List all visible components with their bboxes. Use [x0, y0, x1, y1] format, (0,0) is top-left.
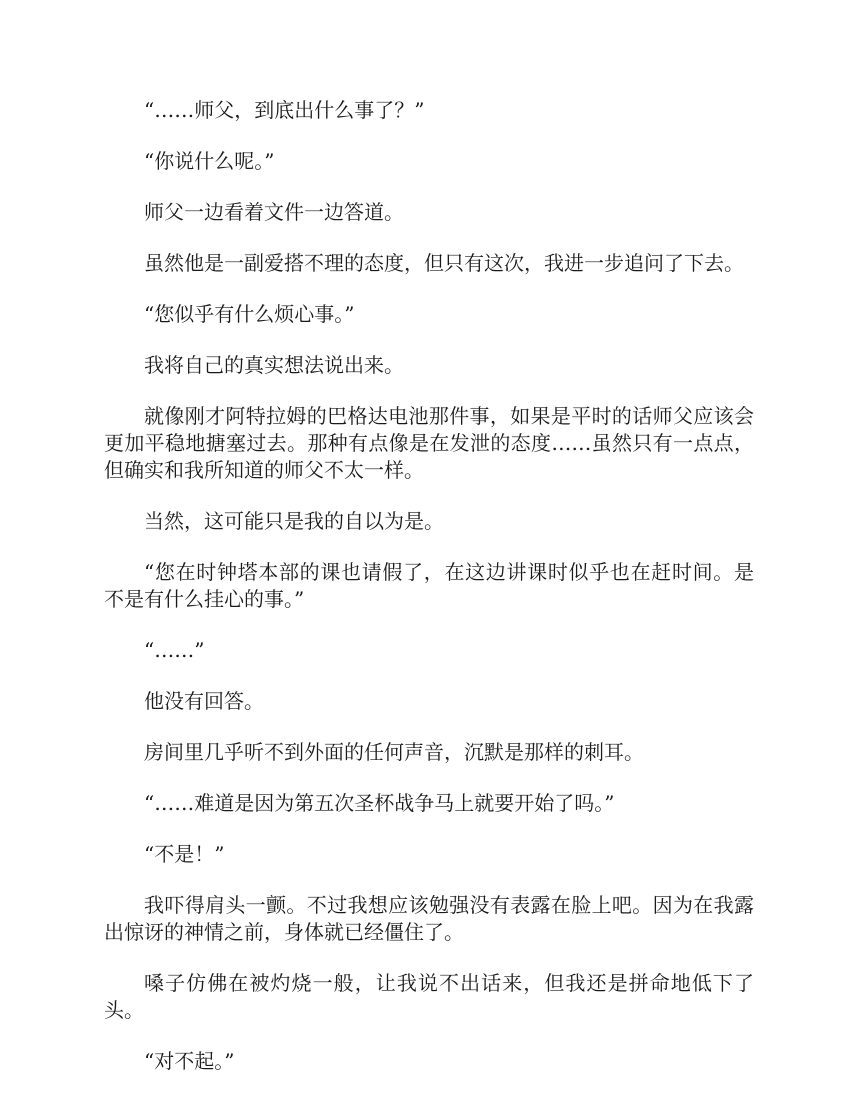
paragraph: 我吓得肩头一颤。不过我想应该勉强没有表露在脸上吧。因为在我露出惊讶的神情之前，身体就已经僵住了。 [104, 893, 754, 944]
paragraph: “你说什么呢。” [144, 149, 275, 173]
paragraph: 他没有回答。 [144, 689, 264, 713]
paragraph: “不是！” [144, 842, 225, 866]
paragraph: “……难道是因为第五次圣杯战争马上就要开始了吗。” [144, 791, 615, 815]
paragraph: 就像刚才阿特拉姆的巴格达电池那件事，如果是平时的话师父应该会更加平稳地搪塞过去。那种有点像是在发泄的态度……虽然只有一点点，但确实和我所知道的师父不太一样。 [104, 404, 754, 482]
paragraph: 房间里几乎听不到外面的任何声音，沉默是那样的刺耳。 [144, 740, 644, 764]
paragraph: 嗓子仿佛在被灼烧一般，让我说不出话来，但我还是拼命地低下了头。 [104, 971, 754, 1022]
paragraph: 虽然他是一副爱搭不理的态度，但只有这次，我进一步追问了下去。 [144, 251, 744, 275]
paragraph: 当然，这可能只是我的自以为是。 [144, 509, 444, 533]
paragraph: 师父一边看着文件一边答道。 [144, 200, 404, 224]
paragraph: “对不起。” [144, 1049, 235, 1073]
paragraph: “……” [144, 638, 205, 662]
document-body [104, 97, 754, 1099]
paragraph: “……师父，到底出什么事了？” [144, 98, 425, 122]
paragraph: “您在时钟塔本部的课也请假了，在这边讲课时似乎也在赶时间。是不是有什么挂心的事。” [104, 560, 754, 611]
paragraph: “您似乎有什么烦心事。” [144, 302, 355, 326]
paragraph: 我将自己的真实想法说出来。 [144, 353, 404, 377]
